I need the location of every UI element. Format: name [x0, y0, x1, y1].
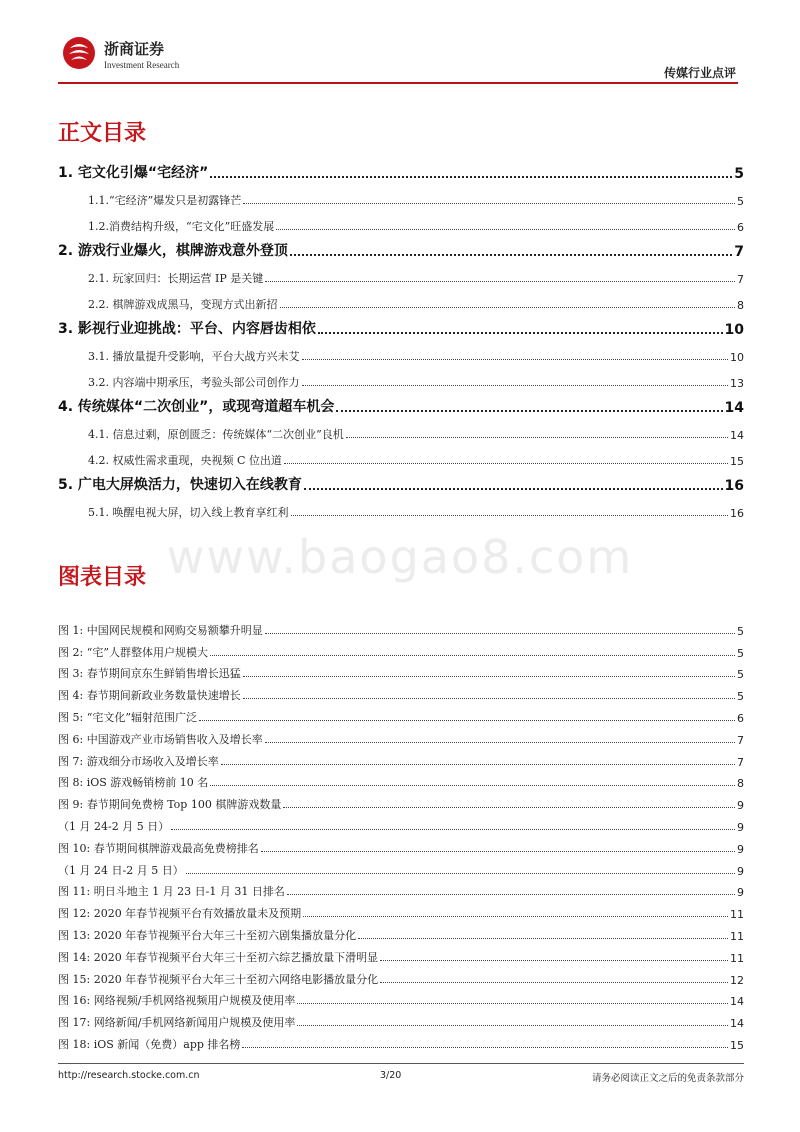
- figure-entry[interactable]: [58, 987, 744, 1009]
- toc-entry[interactable]: [58, 494, 744, 520]
- toc-entry-label: 1.1.“宅经济”爆发只是初露锋芒: [88, 194, 242, 207]
- figure-entry-label: 图 13: 2020 年春节视频平台大年三十至初六剧集播放量分化: [58, 928, 357, 942]
- figure-entry-page: 6: [737, 711, 744, 725]
- dot-leader: [302, 385, 729, 386]
- figure-entry-label: 图 10: 春节期间棋牌游戏最高免费榜排名: [58, 841, 259, 855]
- figure-entry-label: 图 11: 明日斗地主 1 月 23 日-1 月 31 日排名: [58, 885, 285, 899]
- figure-entry-page: 11: [730, 929, 744, 943]
- figure-entry-page: 5: [737, 646, 744, 660]
- figure-entry-page: 9: [737, 864, 744, 878]
- figure-entry-label: 图 2: “宅”人群整体用户规模大: [58, 645, 208, 659]
- toc-entry[interactable]: [58, 416, 744, 442]
- page-number: 3/20: [380, 1070, 402, 1081]
- dot-leader: [380, 960, 728, 961]
- toc-entry-page: 7: [734, 244, 744, 260]
- figure-entry-page: 9: [737, 820, 744, 834]
- page-header: [0, 0, 800, 90]
- toc-entry-label: 3.1. 播放量提升受影响，平台大战方兴未艾: [88, 350, 300, 363]
- toc-entry-label: 1. 宅文化引爆“宅经济”: [58, 165, 209, 181]
- figure-entry-page: 5: [737, 668, 744, 682]
- toc-entry-page: 5: [737, 195, 744, 208]
- figure-entry-page: 15: [730, 1038, 744, 1052]
- footer-disclaimer: 请务必阅读正文之后的免责条款部分: [591, 1073, 744, 1084]
- figure-entry-label: （1 月 24-2 月 5 日）: [58, 819, 170, 833]
- figure-entry[interactable]: [58, 1030, 744, 1052]
- figure-entry-label: 图 4: 春节期间新政业务数量快速增长: [58, 689, 241, 703]
- toc-entry-page: 6: [737, 221, 744, 234]
- figure-entry[interactable]: [58, 943, 744, 965]
- footer-divider: [58, 1063, 744, 1064]
- figure-entry-page: 7: [737, 755, 744, 769]
- figures-title: 图表目录: [58, 565, 147, 590]
- toc-entry-label: 4. 传统媒体“二次创业”，或现弯道超车机会: [58, 399, 335, 415]
- dot-leader: [318, 332, 723, 334]
- dot-leader: [303, 916, 728, 917]
- brand-subtitle: Investment Research: [104, 60, 180, 70]
- dot-leader: [297, 1025, 728, 1026]
- toc-entry[interactable]: [58, 468, 744, 494]
- toc-entry[interactable]: [58, 286, 744, 312]
- toc-entry-label: 2.2. 棋牌游戏成黑马，变现方式出新招: [88, 298, 278, 311]
- figure-entry[interactable]: [58, 965, 744, 987]
- dot-leader: [380, 982, 728, 983]
- dot-leader: [276, 229, 735, 230]
- figure-entry-label: 图 15: 2020 年春节视频平台大年三十至初六网络电影播放量分化: [58, 972, 379, 986]
- dot-leader: [242, 1047, 728, 1048]
- dot-leader: [186, 873, 735, 874]
- figure-entry[interactable]: [58, 856, 744, 878]
- toc-entry[interactable]: [58, 208, 744, 234]
- toc-entry[interactable]: [58, 442, 744, 468]
- dot-leader: [265, 633, 735, 634]
- dot-leader: [358, 938, 728, 939]
- dot-leader: [297, 1003, 728, 1004]
- figure-entry[interactable]: [58, 747, 744, 769]
- figure-entry-label: 图 9: 春节期间免费榜 Top 100 棋牌游戏数量: [58, 798, 282, 812]
- dot-leader: [243, 676, 735, 677]
- figure-entry[interactable]: [58, 834, 744, 856]
- toc-list: [58, 156, 744, 520]
- figure-entry[interactable]: [58, 660, 744, 682]
- dot-leader: [304, 488, 723, 490]
- toc-entry[interactable]: [58, 182, 744, 208]
- figure-entry-label: 图 14: 2020 年春节视频平台大年三十至初六综艺播放量下滑明显: [58, 950, 379, 964]
- figure-entry[interactable]: [58, 1008, 744, 1030]
- dot-leader: [199, 720, 735, 721]
- dot-leader: [210, 176, 732, 178]
- figures-list: [58, 616, 744, 1052]
- figure-entry-label: 图 3: 春节期间京东生鲜销售增长迅猛: [58, 667, 241, 681]
- toc-entry[interactable]: [58, 234, 744, 260]
- figure-entry[interactable]: [58, 725, 744, 747]
- figure-entry-page: 5: [737, 690, 744, 704]
- figure-entry-page: 7: [737, 733, 744, 747]
- dot-leader: [243, 203, 735, 204]
- toc-entry-page: 13: [730, 377, 744, 390]
- toc-entry-label: 2. 游戏行业爆火，棋牌游戏意外登顶: [58, 243, 288, 259]
- dot-leader: [265, 742, 735, 743]
- figure-entry-page: 8: [737, 777, 744, 791]
- figure-entry[interactable]: [58, 638, 744, 660]
- toc-title: 正文目录: [58, 121, 147, 146]
- toc-entry-page: 7: [737, 273, 744, 286]
- toc-entry-label: 4.1. 信息过剩，原创匮乏：传统媒体“二次创业”良机: [88, 428, 344, 441]
- figure-entry[interactable]: [58, 790, 744, 812]
- figure-entry[interactable]: [58, 703, 744, 725]
- toc-entry-page: 8: [737, 299, 744, 312]
- figure-entry-label: （1 月 24 日-2 月 5 日）: [58, 863, 184, 877]
- dot-leader: [290, 254, 732, 256]
- toc-entry-page: 16: [724, 478, 744, 494]
- dot-leader: [210, 655, 735, 656]
- figure-entry-label: 图 17: 网络新闻/手机网络新闻用户规模及使用率: [58, 1016, 296, 1030]
- figure-entry[interactable]: [58, 616, 744, 638]
- toc-entry[interactable]: [58, 156, 744, 182]
- toc-entry-page: 14: [730, 429, 744, 442]
- figure-entry-page: 14: [730, 1017, 744, 1031]
- dot-leader: [265, 281, 735, 282]
- figure-entry-label: 图 18: iOS 新闻（免费）app 排名榜: [58, 1037, 241, 1051]
- logo-icon: [62, 36, 96, 70]
- toc-entry-label: 5.1. 唤醒电视大屏，切入线上教育享红利: [88, 506, 289, 519]
- figure-entry-page: 11: [730, 908, 744, 922]
- dot-leader: [280, 307, 736, 308]
- figure-entry-page: 11: [730, 951, 744, 965]
- header-divider: [58, 82, 738, 84]
- figure-entry[interactable]: [58, 921, 744, 943]
- figure-entry-page: 5: [737, 624, 744, 638]
- toc-entry-page: 15: [730, 455, 744, 468]
- toc-entry-page: 10: [724, 322, 744, 338]
- figure-entry[interactable]: [58, 681, 744, 703]
- figure-entry[interactable]: [58, 769, 744, 791]
- dot-leader: [302, 359, 729, 360]
- figure-entry-page: 9: [737, 886, 744, 900]
- dot-leader: [284, 463, 728, 464]
- toc-entry-label: 2.1. 玩家回归：长期运营 IP 是关键: [88, 272, 264, 285]
- toc-entry-label: 3. 影视行业迎挑战：平台、内容唇齿相依: [58, 321, 316, 337]
- toc-entry[interactable]: [58, 338, 744, 364]
- dot-leader: [287, 894, 735, 895]
- dot-leader: [171, 829, 735, 830]
- toc-entry-page: 14: [724, 400, 744, 416]
- dot-leader: [243, 698, 735, 699]
- figure-entry-label: 图 16: 网络视频/手机网络视频用户规模及使用率: [58, 994, 296, 1008]
- figure-entry-label: 图 12: 2020 年春节视频平台有效播放量未及预期: [58, 907, 302, 921]
- figure-entry-page: 12: [730, 973, 744, 987]
- figure-entry[interactable]: [58, 878, 744, 900]
- toc-entry-label: 1.2.消费结构升级，“宅文化”旺盛发展: [88, 220, 275, 233]
- toc-entry[interactable]: [58, 390, 744, 416]
- toc-entry-page: 5: [734, 166, 744, 182]
- dot-leader: [283, 807, 735, 808]
- figure-entry[interactable]: [58, 812, 744, 834]
- toc-entry[interactable]: [58, 260, 744, 286]
- figure-entry-label: 图 6: 中国游戏产业市场销售收入及增长率: [58, 732, 263, 746]
- toc-entry-page: 16: [730, 507, 744, 520]
- dot-leader: [336, 410, 722, 412]
- toc-entry-label: 3.2. 内容端中期承压，考验头部公司创作力: [88, 376, 300, 389]
- watermark: www.baogao8.com: [166, 530, 634, 584]
- toc-entry[interactable]: [58, 364, 744, 390]
- dot-leader: [210, 785, 735, 786]
- toc-entry-label: 4.2. 权威性需求重现，央视频 C 位出道: [88, 454, 282, 467]
- dot-leader: [261, 851, 735, 852]
- toc-entry-page: 10: [730, 351, 744, 364]
- figure-entry[interactable]: [58, 899, 744, 921]
- toc-entry[interactable]: [58, 312, 744, 338]
- figure-entry-label: 图 8: iOS 游戏畅销榜前 10 名: [58, 776, 209, 790]
- figure-entry-page: 14: [730, 995, 744, 1009]
- figure-entry-page: 9: [737, 799, 744, 813]
- footer-url[interactable]: http://research.stocke.com.cn: [58, 1070, 200, 1081]
- dot-leader: [346, 437, 728, 438]
- figure-entry-label: 图 1: 中国网民规模和网购交易额攀升明显: [58, 623, 263, 637]
- dot-leader: [221, 764, 735, 765]
- brand-name: 浙商证券: [104, 40, 165, 58]
- figure-entry-label: 图 7: 游戏细分市场收入及增长率: [58, 754, 219, 768]
- toc-entry-label: 5. 广电大屏焕活力，快速切入在线教育: [58, 477, 302, 493]
- figure-entry-page: 9: [737, 842, 744, 856]
- dot-leader: [291, 515, 729, 516]
- figure-entry-label: 图 5: “宅文化”辐射范围广泛: [58, 710, 197, 724]
- report-type: 传媒行业点评: [663, 66, 736, 80]
